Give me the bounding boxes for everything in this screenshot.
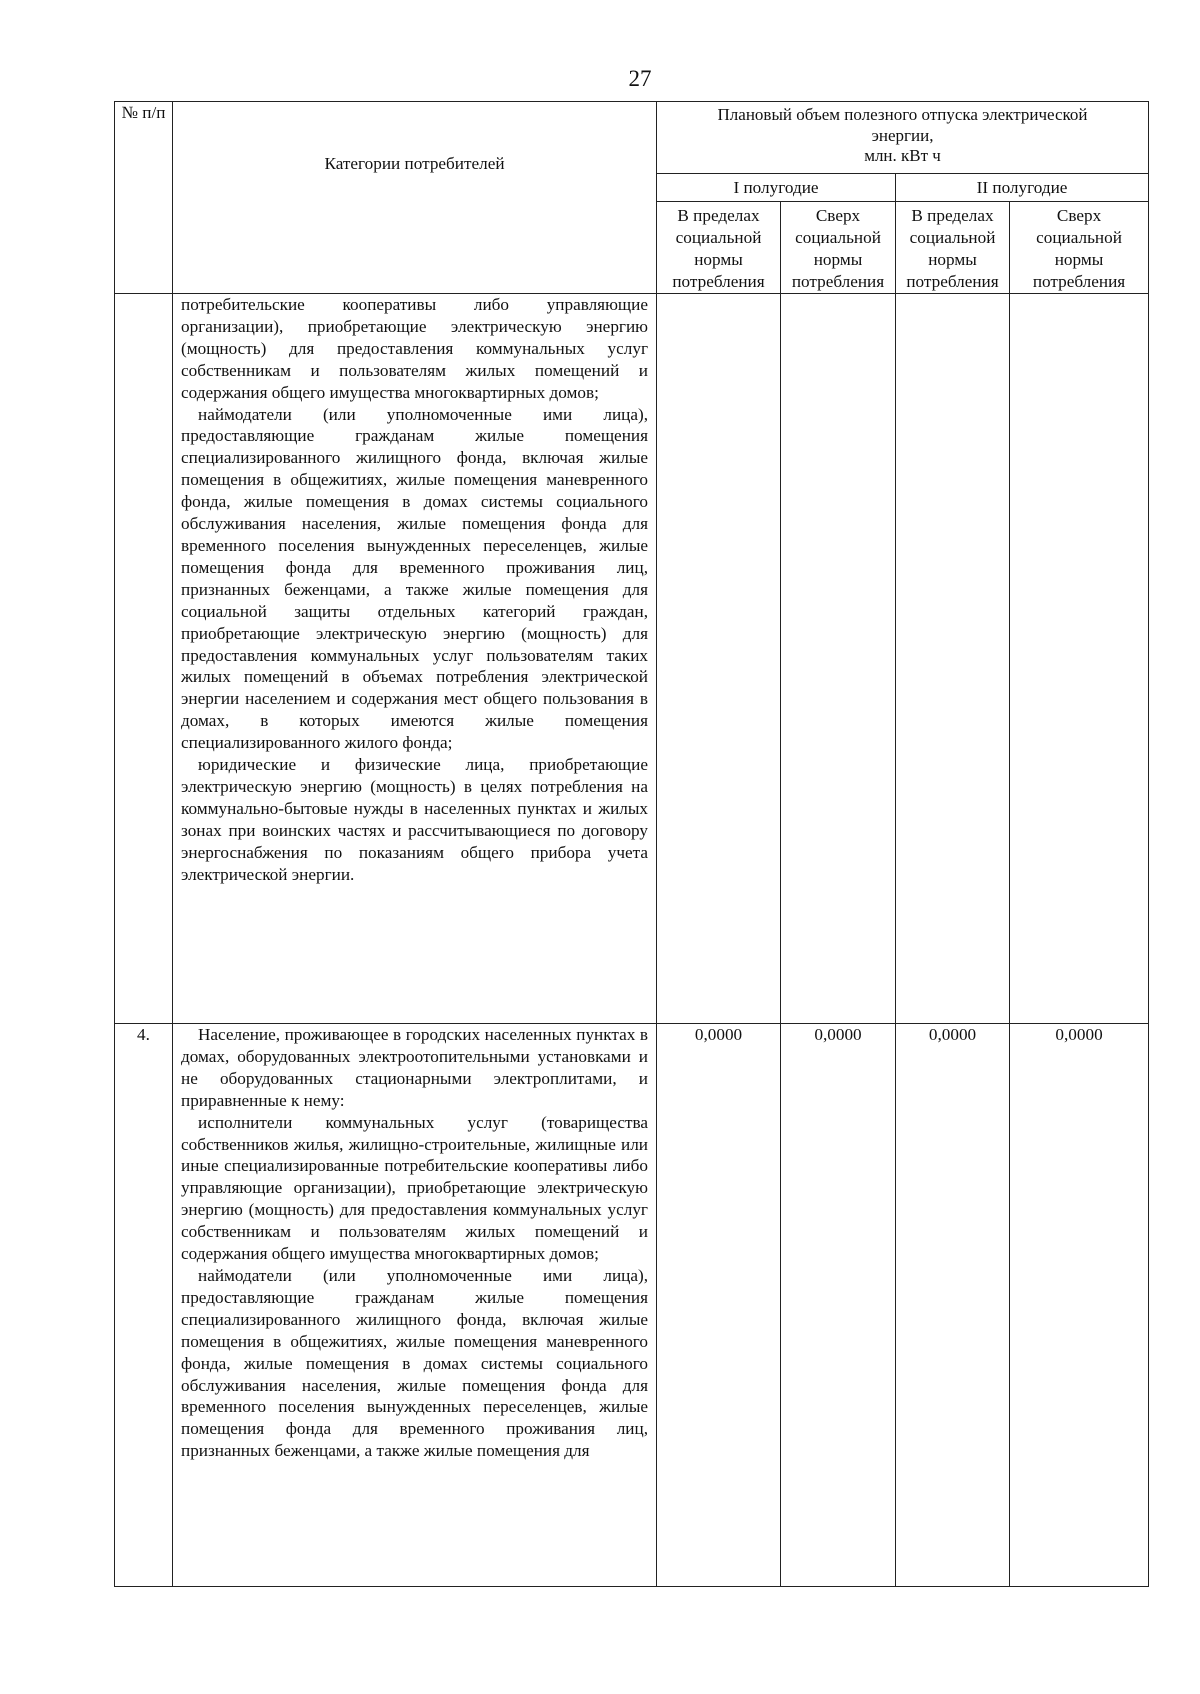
row-number: [115, 294, 173, 1024]
header-half2-within-norm: В пределах социальной нормы потребления: [896, 202, 1010, 294]
row-value-half2-above: 0,0000: [1010, 1024, 1149, 1587]
row-value-half1-above: 0,0000: [781, 1024, 896, 1587]
header-half2-above-norm: Сверх социальной нормы потребления: [1010, 202, 1149, 294]
row-number: 4.: [115, 1024, 173, 1587]
row-value-half2-within: 0,0000: [896, 1024, 1010, 1587]
row-paragraph: исполнители коммунальных услуг (товарищества собственников жилья, жилищно-строительные, жилищные или иные специализированные потребительские кооперативы либо управляющие организации), приобретающие электрическую энергию (мощность) для предоставления коммунальных услуг собственникам и пользователям жилых помещений и содержания общего имущества многоквартирных домов;: [181, 1112, 648, 1264]
volume-title-line1: Плановый объем полезного отпуска электрической: [717, 105, 1088, 124]
header-half2: II полугодие: [896, 174, 1149, 202]
row-value-half2-above: [1010, 294, 1149, 1024]
header-category-col: [173, 102, 657, 294]
header-category-label: Категории потребителей: [324, 153, 505, 173]
header-half1: I полугодие: [657, 174, 896, 202]
header-half1-above-norm: Сверх социальной нормы потребления: [781, 202, 896, 294]
table-row: [115, 294, 1149, 1024]
row-value-half1-within: 0,0000: [657, 1024, 781, 1587]
row-paragraph: Население, проживающее в городских населенных пунктах в домах, оборудованных электроотопительными установками и не оборудованных стационарными электроплитами, и приравненные к нему:: [181, 1025, 648, 1110]
table-row: [115, 1024, 1149, 1587]
volume-title-line3: млн. кВт ч: [864, 146, 941, 165]
row-category-text: [173, 294, 657, 1024]
consumption-table: [114, 101, 1149, 1587]
header-num-col: № п/п: [115, 102, 173, 294]
row-value-half2-within: [896, 294, 1010, 1024]
row-paragraph: наймодатели (или уполномоченные ими лица), предоставляющие гражданам жилые помещения специализированного жилищного фонда, включая жилые помещения в общежитиях, жилые помещения маневренного фонда, жилые помещения в домах системы социального обслуживания населения, жилые помещения фонда для временного поселения вынужденных переселенцев, жилые помещения фонда для временного проживания лиц, признанных беженцами, а также жилые помещения для: [181, 1265, 648, 1461]
header-volume-title: [657, 102, 1149, 174]
row-paragraph: юридические и физические лица, приобретающие электрическую энергию (мощность) в целях потребления на коммунально-бытовые нужды в населенных пунктах и жилых зонах при воинских частях и рассчитывающиеся по договору энергоснабжения по показаниям общего прибора учета электрической энергии.: [181, 755, 648, 884]
row-value-half1-within: [657, 294, 781, 1024]
row-value-half1-above: [781, 294, 896, 1024]
volume-title-line2: энергии,: [871, 126, 934, 145]
row-category-text: [173, 1024, 657, 1587]
page-number: 27: [628, 66, 652, 91]
row-paragraph: потребительские кооперативы либо управляющие организации), приобретающие электрическую энергию (мощность) для предоставления коммунальных услуг собственникам и пользователям жилых помещений и содержания общего имущества многоквартирных домов;: [181, 295, 648, 402]
row-paragraph: наймодатели (или уполномоченные ими лица), предоставляющие гражданам жилые помещения специализированного жилищного фонда, включая жилые помещения в общежитиях, жилые помещения маневренного фонда, жилые помещения в домах системы социального обслуживания населения, жилые помещения фонда для временного поселения вынужденных переселенцев, жилые помещения фонда для временного проживания лиц, признанных беженцами, а также жилые помещения для социальной защиты отдельных категорий граждан, приобретающие электрическую энергию (мощность) для предоставления коммунальных услуг пользователям таких жилых помещений в объемах потребления электрической энергии населением и содержания мест общего пользования в домах, в которых имеются жилые помещения специализированного жилого фонда;: [181, 404, 648, 753]
header-half1-within-norm: В пределах социальной нормы потребления: [657, 202, 781, 294]
